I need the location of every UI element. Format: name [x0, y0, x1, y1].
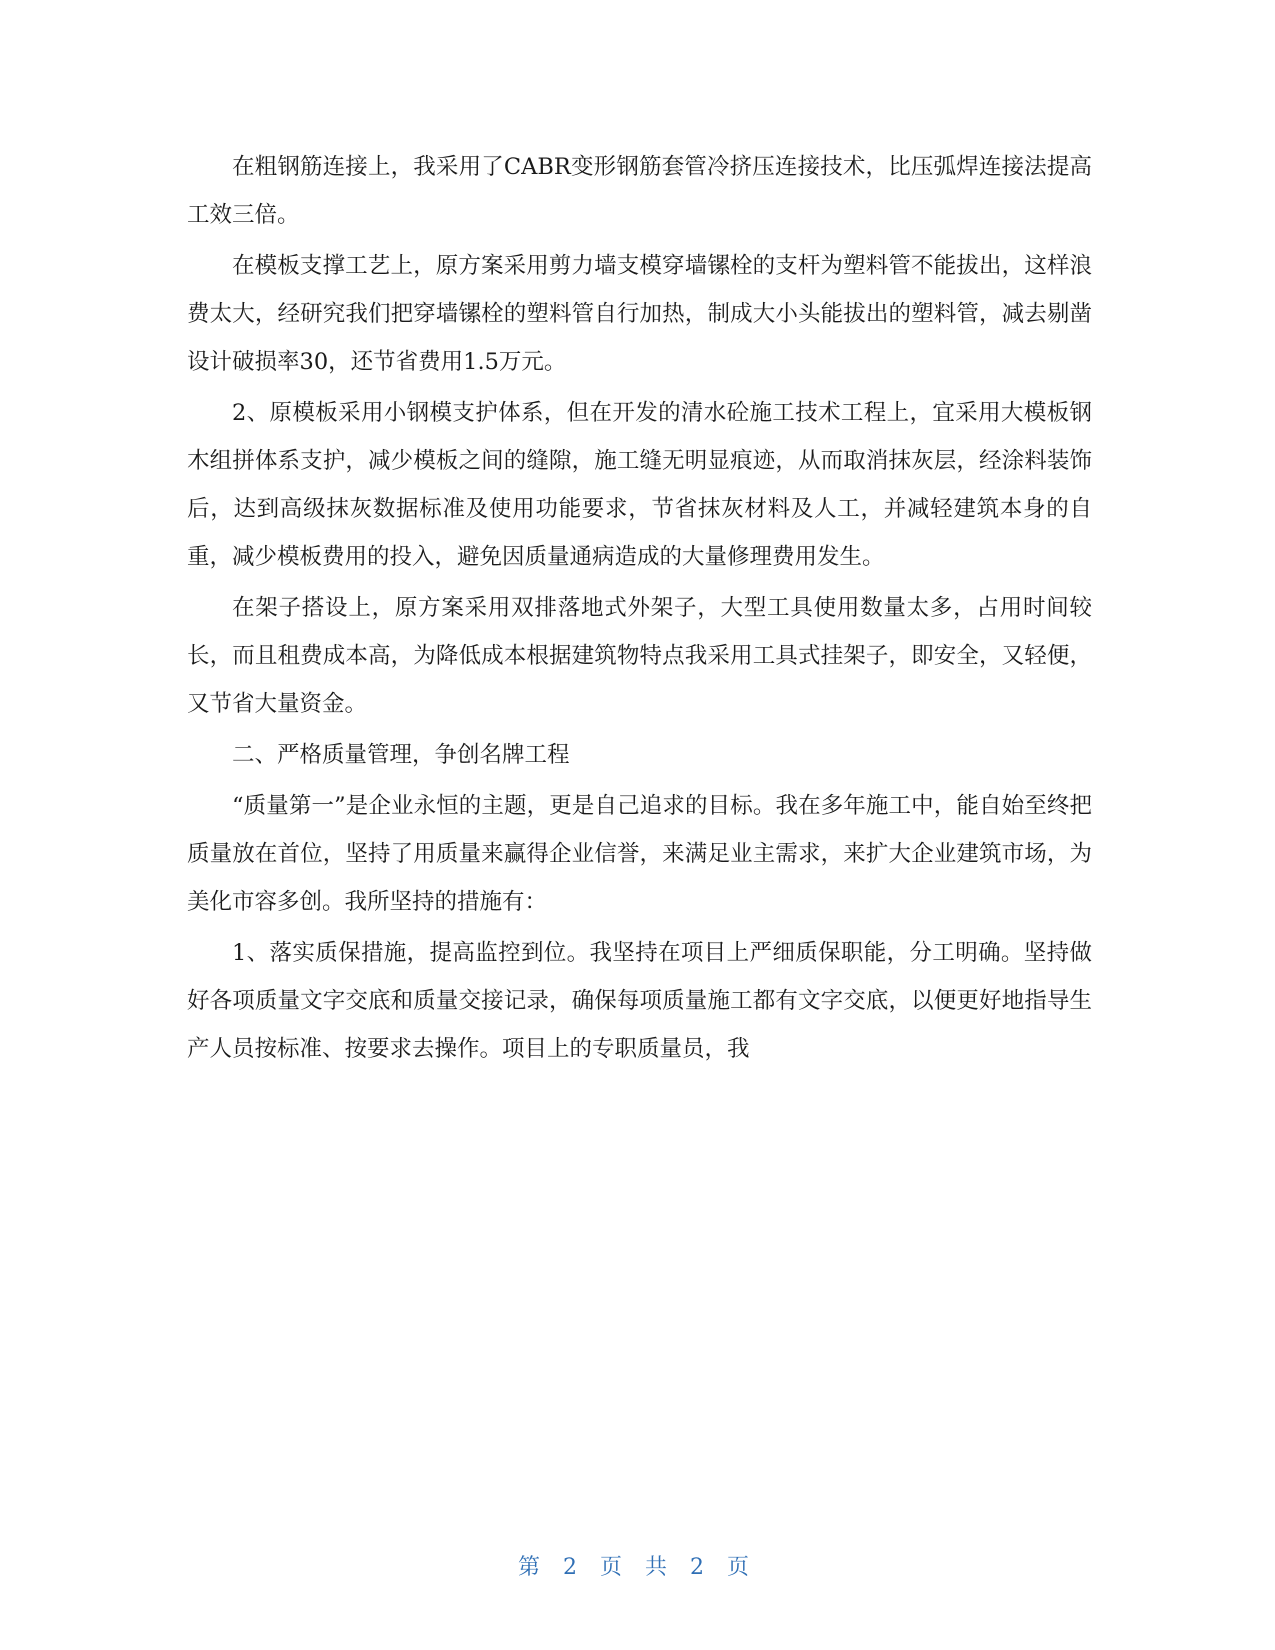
body-text — [187, 143, 1092, 1076]
paragraph-scaffolding: 在架子搭设上，原方案采用双排落地式外架子，大型工具使用数量太多，占用时间较长，而且租费成本高，为降低成本根据建筑物特点我采用工具式挂架子，即安全，又轻便，又节省大量资金。 — [187, 595, 1092, 717]
paragraph-quality-first: “质量第一”是企业永恒的主题，更是自己追求的目标。我在多年施工中，能自始至终把质量放在首位，坚持了用质量来赢得企业信誉，来满足业主需求，来扩大企业建筑市场，为美化市容多创。我所坚持的措施有： — [187, 793, 1092, 915]
paragraph-rebar-connection: 在粗钢筋连接上，我采用了CABR变形钢筋套管冷挤压连接技术，比压弧焊连接法提高工效三倍。 — [187, 154, 1092, 228]
page-number-footer: 第 2 页 共 2 页 — [518, 1555, 757, 1580]
section-heading-quality: 二、严格质量管理，争创名牌工程 — [232, 742, 570, 768]
paragraph-steel-formwork: 2、原模板采用小钢模支护体系，但在开发的清水砼施工技术工程上，宜采用大模板钢木组拼体系支护，减少模板之间的缝隙，施工缝无明显痕迹，从而取消抹灰层，经涂料装饰后，达到高级抹灰数据标准及使用功能要求，节省抹灰材料及人工，并减轻建筑本身的自重，减少模板费用的投入，避免因质量通病造成的大量修理费用发生。 — [187, 400, 1092, 570]
paragraph-formwork-support: 在模板支撑工艺上，原方案采用剪力墙支模穿墙镙栓的支杆为塑料管不能拔出，这样浪费太大，经研究我们把穿墙镙栓的塑料管自行加热，制成大小头能拔出的塑料管，减去剔凿设计破损率30，还节省费用1.5万元。 — [187, 253, 1092, 375]
paragraph-quality-measures: 1、落实质保措施，提高监控到位。我坚持在项目上严细质保职能，分工明确。坚持做好各项质量文字交底和质量交接记录，确保每项质量施工都有文字交底，以便更好地指导生产人员按标准、按要求去操作。项目上的专职质量员，我 — [187, 940, 1092, 1062]
